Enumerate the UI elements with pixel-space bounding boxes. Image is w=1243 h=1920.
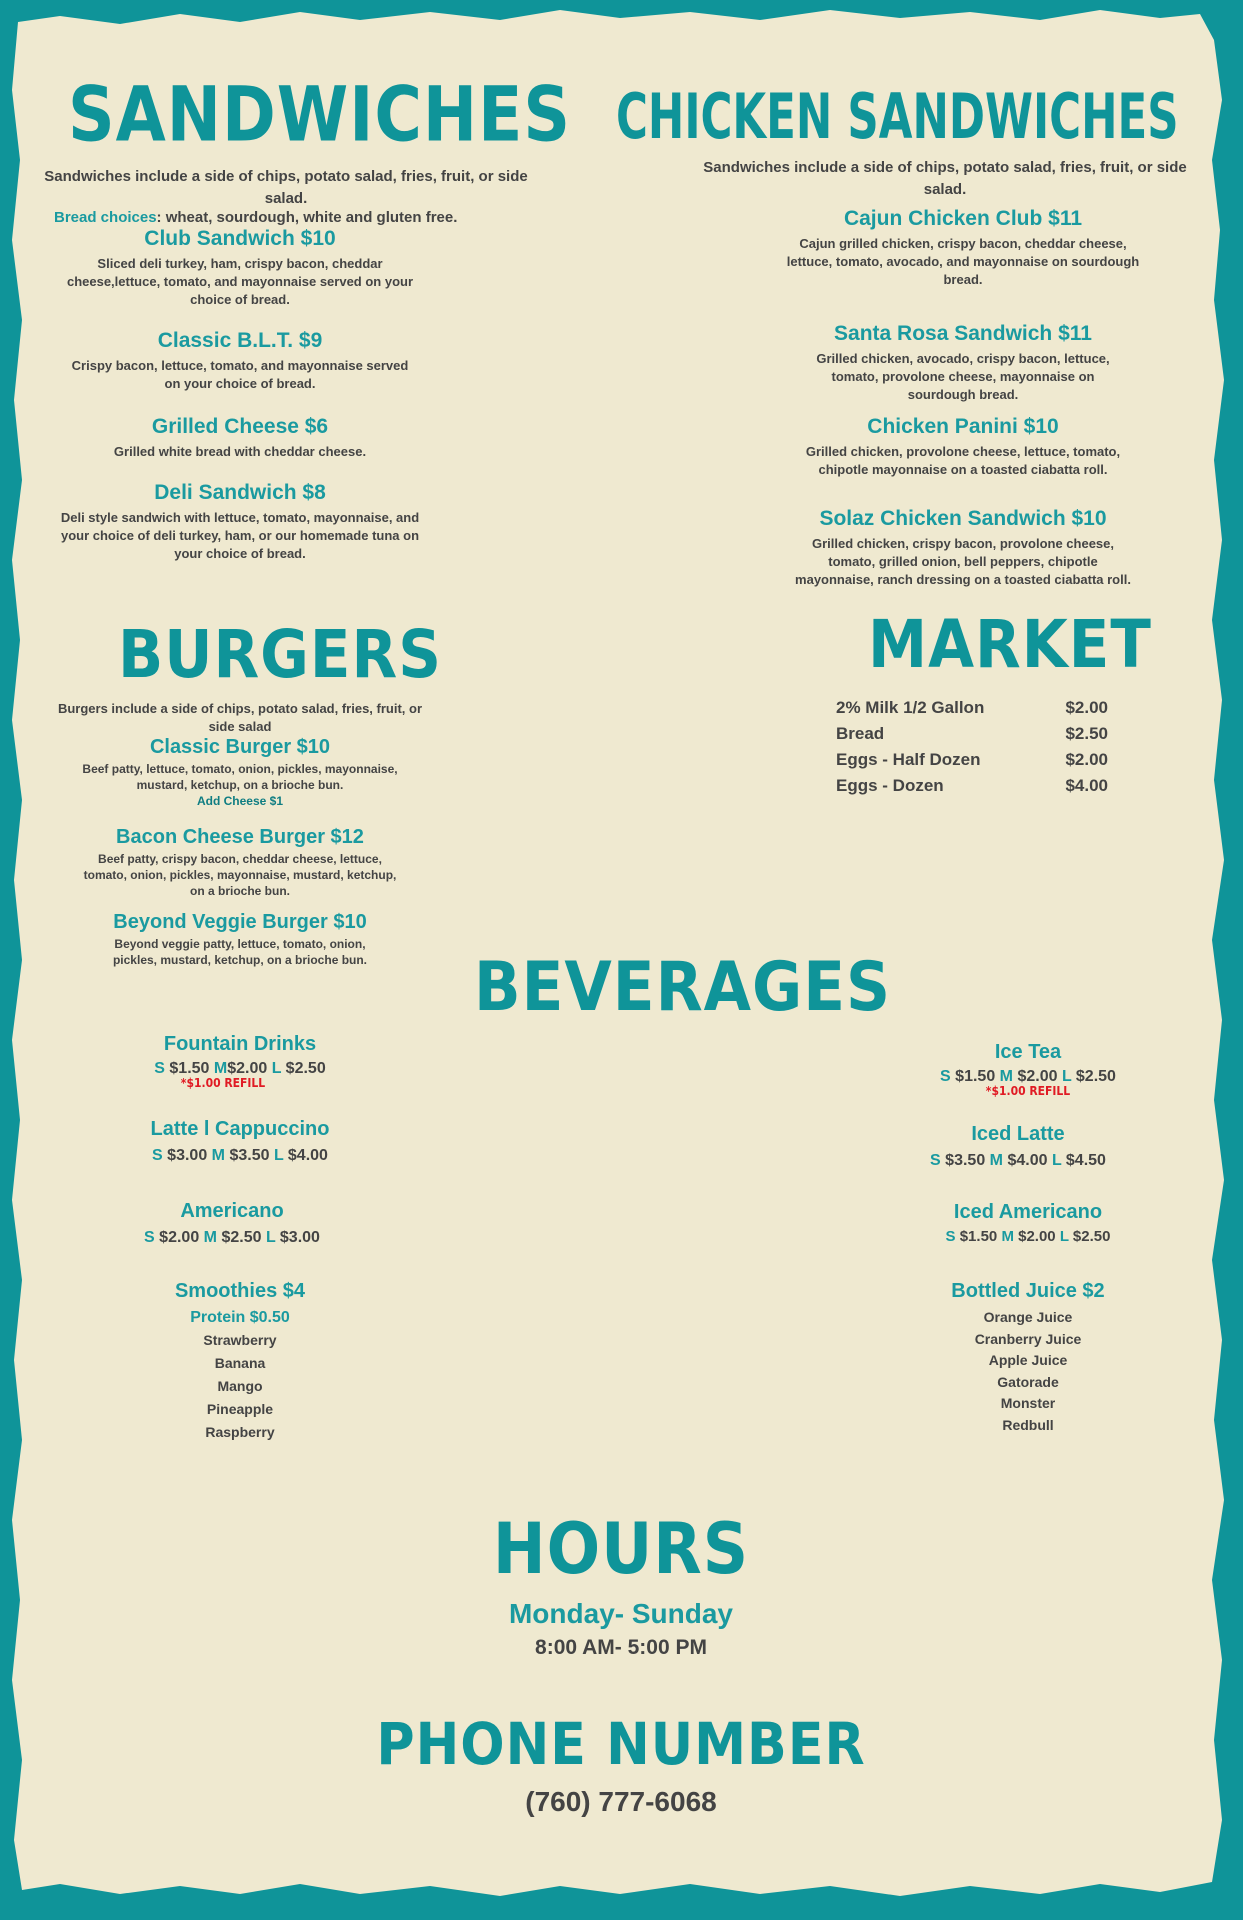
sandwiches-heading: SANDWICHES	[68, 69, 571, 159]
price-m: $2.00	[227, 1060, 268, 1077]
size-m-label: M	[1001, 1228, 1014, 1245]
price-s: $2.00	[159, 1229, 200, 1246]
hours-block	[421, 1598, 821, 1660]
menu-item-solaz-chicken	[783, 507, 1143, 589]
juice-flavors	[878, 1307, 1178, 1436]
size-s-label: S	[144, 1229, 155, 1246]
burgers-intro: Burgers include a side of chips, potato salad, fries, fruit, or side salad	[57, 701, 423, 734]
size-s-label: S	[930, 1152, 941, 1169]
menu-item-grilled-cheese	[60, 415, 420, 461]
beverage-title: Americano	[180, 1200, 284, 1222]
market-item-price: $4.00	[1065, 776, 1108, 795]
beverage-title: Ice Tea	[994, 1041, 1062, 1063]
beverage-ice-tea	[878, 1041, 1178, 1098]
flavor-item: Banana	[214, 1355, 266, 1371]
size-m-label: M	[989, 1152, 1003, 1169]
item-title: Club Sandwich $10	[144, 227, 336, 250]
size-prices	[868, 1152, 1168, 1170]
price-s: $3.00	[167, 1147, 208, 1164]
price-m: $2.00	[1017, 1068, 1058, 1085]
item-title: Chicken Panini $10	[867, 415, 1059, 438]
item-title: Cajun Chicken Club $11	[843, 207, 1083, 230]
size-l-label: L	[1061, 1068, 1072, 1085]
burgers-heading: BURGERS	[118, 616, 442, 693]
item-title: Santa Rosa Sandwich $11	[834, 322, 1092, 345]
price-l: $3.00	[279, 1229, 320, 1246]
size-l-label: L	[1059, 1228, 1069, 1245]
price-m: $3.50	[229, 1147, 270, 1164]
item-description: Grilled chicken, provolone cheese, lettuce, tomato, chipotle mayonnaise on a toasted ciabatta roll.	[805, 444, 1121, 477]
item-description: Grilled chicken, avocado, crispy bacon, lettuce, tomato, provolone cheese, mayonnaise on sourdough bread.	[816, 351, 1110, 402]
market-item-name: 2% Milk 1/2 Gallon	[836, 698, 985, 717]
refill-note: *$1.00 REFILL	[985, 1084, 1071, 1098]
beverage-bottled-juice	[878, 1280, 1178, 1436]
size-prices	[878, 1228, 1178, 1245]
item-description: Grilled chicken, crispy bacon, provolone cheese, tomato, grilled onion, bell peppers, chipotle mayonnaise, ranch dressing on a toasted ciabatta roll.	[795, 536, 1131, 587]
flavor-item: Apple Juice	[988, 1352, 1068, 1368]
market-item-name: Bread	[836, 724, 885, 743]
bread-choices-text: : wheat, sourdough, white and gluten free.	[156, 209, 458, 226]
size-m-label: M	[999, 1068, 1013, 1085]
chicken-sandwiches-heading: CHICKEN SANDWICHES	[616, 80, 1179, 153]
beverages-heading: BEVERAGES	[474, 948, 892, 1027]
size-m-label: M	[211, 1147, 225, 1164]
price-s: $1.50	[169, 1060, 210, 1077]
size-prices	[90, 1147, 390, 1165]
price-l: $2.50	[1075, 1068, 1116, 1085]
chicken-intro: Sandwiches include a side of chips, potato salad, fries, fruit, or side salad.	[703, 159, 1187, 198]
flavor-item: Redbull	[1002, 1416, 1054, 1433]
market-item-price: $2.00	[1065, 750, 1108, 769]
item-title: Beyond Veggie Burger $10	[113, 911, 367, 933]
menu-item-bacon-cheese-burger	[70, 826, 410, 899]
flavor-item: Monster	[1000, 1395, 1056, 1411]
flavor-item: Mango	[217, 1378, 263, 1394]
protein-addon: Protein $0.50	[190, 1309, 290, 1326]
size-l-label: L	[265, 1229, 276, 1246]
bread-choices	[54, 209, 457, 226]
menu-item-classic-blt	[60, 329, 420, 393]
market-heading: MARKET	[868, 606, 1152, 683]
sandwiches-intro: Sandwiches include a side of chips, potato salad, fries, fruit, or side salad.	[44, 168, 528, 207]
size-m-label: M	[203, 1229, 217, 1246]
market-item-name: Eggs - Dozen	[836, 776, 944, 795]
size-m-label: M	[213, 1060, 228, 1077]
price-s: $1.50	[955, 1068, 996, 1085]
item-description: Beef patty, crispy bacon, cheddar cheese, lettuce, tomato, onion, pickles, mayonnaise, mustard, ketchup, on a brioche bun.	[83, 852, 397, 898]
phone-heading: PHONE NUMBER	[376, 1710, 866, 1778]
size-s-label: S	[945, 1228, 956, 1245]
size-l-label: L	[1051, 1152, 1062, 1169]
price-l: $2.50	[1072, 1228, 1111, 1245]
price-m: $2.00	[1018, 1228, 1056, 1245]
price-m: $4.00	[1007, 1152, 1048, 1169]
menu-item-classic-burger	[70, 736, 410, 809]
item-title: Grilled Cheese $6	[151, 415, 329, 438]
flavor-item: Raspberry	[205, 1424, 275, 1440]
size-l-label: L	[271, 1060, 282, 1077]
size-s-label: S	[940, 1068, 951, 1085]
item-description: Cajun grilled chicken, crispy bacon, cheddar cheese, lettuce, tomato, avocado, and mayonnaise on sourdough bread.	[786, 236, 1140, 287]
menu-item-chicken-panini	[783, 415, 1143, 479]
beverage-title: Latte l Cappuccino	[150, 1118, 330, 1140]
size-s-label: S	[152, 1147, 163, 1164]
bread-choices-label: Bread choices	[54, 209, 157, 226]
item-title: Classic B.L.T. $9	[157, 329, 323, 352]
item-description: Sliced deli turkey, ham, crispy bacon, cheddar cheese,lettuce, tomato, and mayonnaise served on your choice of bread.	[66, 256, 414, 307]
beverage-smoothies	[90, 1280, 390, 1444]
menu-item-santa-rosa	[783, 322, 1143, 404]
hours-days: Monday- Sunday	[508, 1598, 733, 1629]
menu-item-beyond-veggie-burger	[70, 911, 410, 968]
beverage-fountain-drinks	[90, 1033, 390, 1090]
item-title: Bacon Cheese Burger $12	[116, 826, 364, 848]
item-description: Crispy bacon, lettuce, tomato, and mayonnaise served on your choice of bread.	[71, 358, 409, 391]
refill-note: *$1.00 REFILL	[180, 1076, 266, 1090]
flavor-item: Cranberry Juice	[974, 1330, 1082, 1347]
price-s: $3.50	[945, 1152, 986, 1169]
size-l-label: L	[273, 1147, 284, 1164]
market-item-price: $2.00	[1065, 698, 1108, 717]
menu-item-club-sandwich	[60, 227, 420, 309]
flavor-item: Orange Juice	[983, 1309, 1073, 1325]
add-cheese-note: Add Cheese $1	[196, 794, 284, 808]
phone-number: (760) 777-6068	[525, 1786, 717, 1817]
size-s-label: S	[154, 1060, 165, 1077]
item-description: Deli style sandwich with lettuce, tomato, mayonnaise, and your choice of deli turkey, ham, or our homemade tuna on your choice of bread.	[60, 510, 420, 561]
beverage-title: Bottled Juice $2	[951, 1280, 1105, 1302]
hours-heading: HOURS	[492, 1508, 750, 1590]
price-l: $2.50	[285, 1060, 326, 1077]
market-row	[836, 750, 1108, 776]
beverage-title: Iced Americano	[953, 1201, 1103, 1223]
price-l: $4.50	[1065, 1152, 1106, 1169]
menu-item-cajun-chicken-club	[783, 207, 1143, 289]
item-title: Solaz Chicken Sandwich $10	[819, 507, 1107, 530]
item-title: Classic Burger $10	[149, 736, 331, 758]
size-prices	[82, 1229, 382, 1247]
market-item-name: Eggs - Half Dozen	[836, 750, 981, 769]
beverage-iced-americano	[878, 1201, 1178, 1245]
smoothie-flavors	[90, 1329, 390, 1444]
flavor-item: Pineapple	[206, 1401, 274, 1417]
item-title: Deli Sandwich $8	[154, 481, 326, 504]
flavor-item: Strawberry	[203, 1332, 277, 1348]
beverage-iced-latte	[868, 1123, 1168, 1170]
price-m: $2.50	[221, 1229, 262, 1246]
beverage-title: Smoothies $4	[174, 1280, 306, 1302]
market-item-price: $2.50	[1065, 724, 1108, 743]
market-row	[836, 698, 1108, 724]
beverage-latte-cappuccino	[90, 1118, 390, 1165]
price-s: $1.50	[959, 1228, 998, 1245]
flavor-item: Gatorade	[997, 1373, 1059, 1390]
market-row	[836, 724, 1108, 750]
item-description: Beyond veggie patty, lettuce, tomato, onion, pickles, mustard, ketchup, on a brioche bun.	[112, 937, 368, 967]
item-description: Beef patty, lettuce, tomato, onion, pickles, mayonnaise, mustard, ketchup, on a brioche bun.	[82, 762, 398, 792]
price-l: $4.00	[287, 1147, 328, 1164]
menu-item-deli-sandwich	[60, 481, 420, 563]
market-list	[836, 698, 1108, 802]
beverage-title: Iced Latte	[971, 1123, 1065, 1145]
beverage-americano	[82, 1200, 382, 1247]
beverage-title: Fountain Drinks	[163, 1033, 317, 1055]
hours-time: 8:00 AM- 5:00 PM	[535, 1636, 707, 1659]
item-description: Grilled white bread with cheddar cheese.	[113, 444, 367, 459]
market-row	[836, 776, 1108, 802]
